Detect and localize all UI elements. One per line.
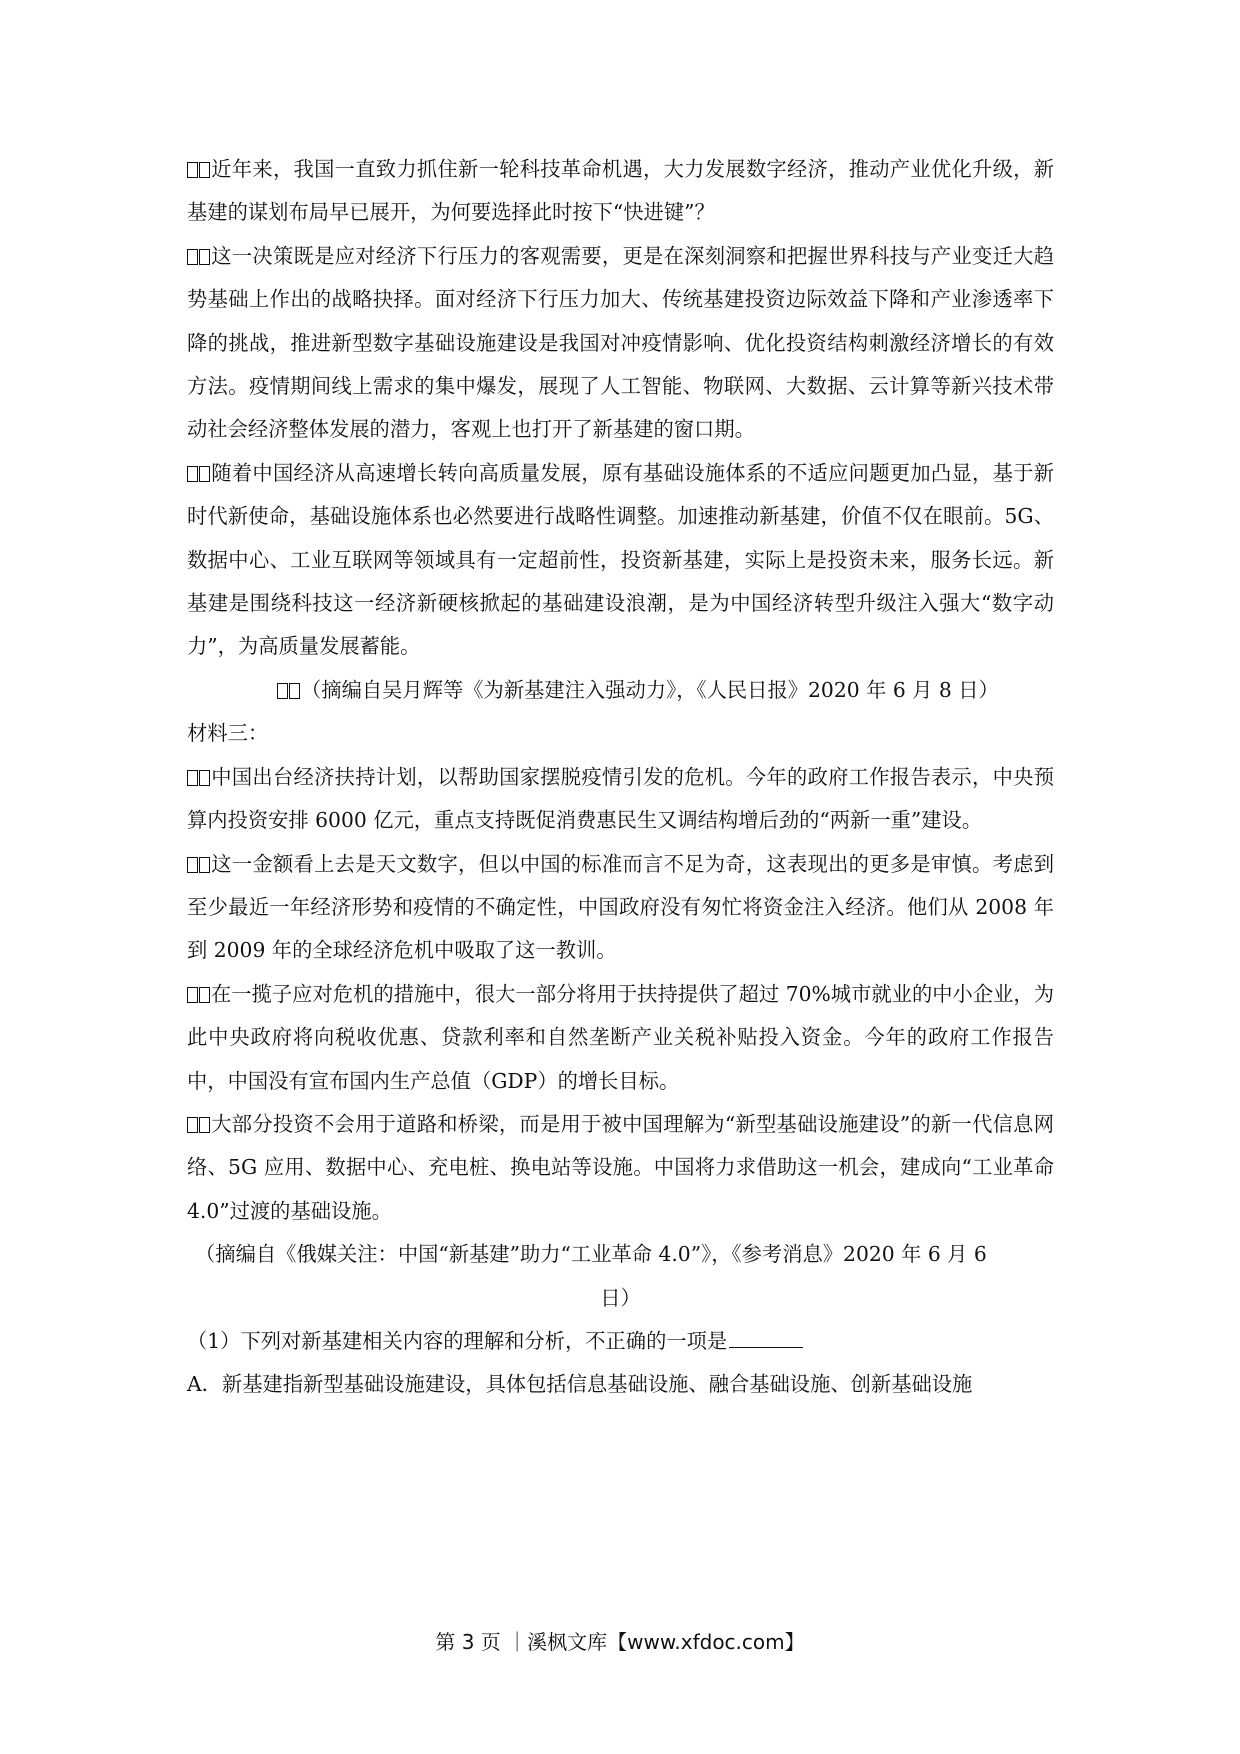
paragraph-6: 在一揽子应对危机的措施中，很大一部分将用于扶持提供了超过 70%城市就业的中小企业，为此中央政府将向税收优惠、贷款利率和自然垄断产业关税补贴投入资金。今年的政府工作报告中，中国没有宣布国内生产总值（GDP）的增长目标。	[187, 981, 1054, 1093]
missing-glyph-icon	[187, 857, 198, 873]
source-citation-1: （摘编自吴月辉等《为新基建注入强动力》，《人民日报》2020 年 6 月 8 日）	[187, 669, 1054, 712]
missing-glyph-icon	[187, 466, 198, 482]
missing-glyph-icon	[199, 770, 210, 786]
missing-glyph-icon	[187, 249, 198, 265]
source-citation-2-end: 日）	[600, 1285, 641, 1310]
missing-glyph-icon	[277, 683, 288, 699]
section-heading: 材料三：	[187, 721, 269, 746]
paragraph-5: 这一金额看上去是天文数字，但以中国的标准而言不足为奇，这表现出的更多是审慎。考虑到至少最近一年经济形势和疫情的不确定性，中国政府没有匆忙将资金注入经济。他们从 2008 年到 2009 年的全球经济危机中吸取了这一教训。	[187, 851, 1054, 963]
paragraph-1: 近年来，我国一直致力抓住新一轮科技革命机遇，大力发展数字经济，推动产业优化升级，新基建的谋划布局早已展开，为何要选择此时按下“快进键”？	[187, 157, 1054, 225]
missing-glyph-icon	[187, 770, 198, 786]
paragraph-7: 大部分投资不会用于道路和桥梁，而是用于被中国理解为“新型基础设施建设”的新一代信息网络、5G 应用、数据中心、充电桩、换电站等设施。中国将力求借助这一机会，建成向“工业革命 4.0”过渡的基础设施。	[187, 1111, 1054, 1223]
page-footer: 第 3 页 ｜溪枫文库【www.xfdoc.com】	[435, 1630, 805, 1654]
answer-blank	[729, 1346, 803, 1348]
missing-glyph-icon	[289, 683, 300, 699]
missing-glyph-icon	[199, 1117, 210, 1133]
question-1: （1）下列对新基建相关内容的理解和分析，不正确的一项是	[187, 1320, 1054, 1363]
paragraph-2: 这一决策既是应对经济下行压力的客观需要，更是在深刻洞察和把握世界科技与产业变迁大趋势基础上作出的战略抉择。面对经济下行压力加大、传统基建投资边际效益下降和产业渗透率下降的挑战，推进新型数字基础设施建设是我国对冲疫情影响、优化投资结构刺激经济增长的有效方法。疫情期间线上需求的集中爆发，展现了人工智能、物联网、大数据、云计算等新兴技术带动社会经济整体发展的潜力，客观上也打开了新基建的窗口期。	[187, 243, 1054, 442]
missing-glyph-icon	[199, 857, 210, 873]
document-body	[187, 148, 1054, 1407]
missing-glyph-icon	[187, 1117, 198, 1133]
paragraph-4: 中国出台经济扶持计划，以帮助国家摆脱疫情引发的危机。今年的政府工作报告表示，中央预算内投资安排 6000 亿元，重点支持既促消费惠民生又调结构增后劲的“两新一重”建设。	[187, 764, 1054, 833]
source-citation-2: （摘编自《俄媒关注：中国“新基建”助力“工业革命 4.0”》，《参考消息》2020 年 6 月 6	[195, 1242, 987, 1267]
missing-glyph-icon	[187, 987, 198, 1003]
paragraph-3: 随着中国经济从高速增长转向高质量发展，原有基础设施体系的不适应问题更加凸显，基于新时代新使命，基础设施体系也必然要进行战略性调整。加速推动新基建，价值不仅在眼前。5G、数据中心、工业互联网等领域具有一定超前性，投资新基建，实际上是投资未来，服务长远。新基建是围绕科技这一经济新硬核掀起的基础建设浪潮，是为中国经济转型升级注入强大“数字动力”，为高质量发展蓄能。	[187, 460, 1054, 659]
option-a: A．新基建指新型基础设施建设，具体包括信息基础设施、融合基础设施、创新基础设施	[187, 1372, 973, 1397]
missing-glyph-icon	[187, 162, 198, 178]
missing-glyph-icon	[199, 162, 210, 178]
missing-glyph-icon	[199, 987, 210, 1003]
missing-glyph-icon	[199, 249, 210, 265]
missing-glyph-icon	[199, 466, 210, 482]
